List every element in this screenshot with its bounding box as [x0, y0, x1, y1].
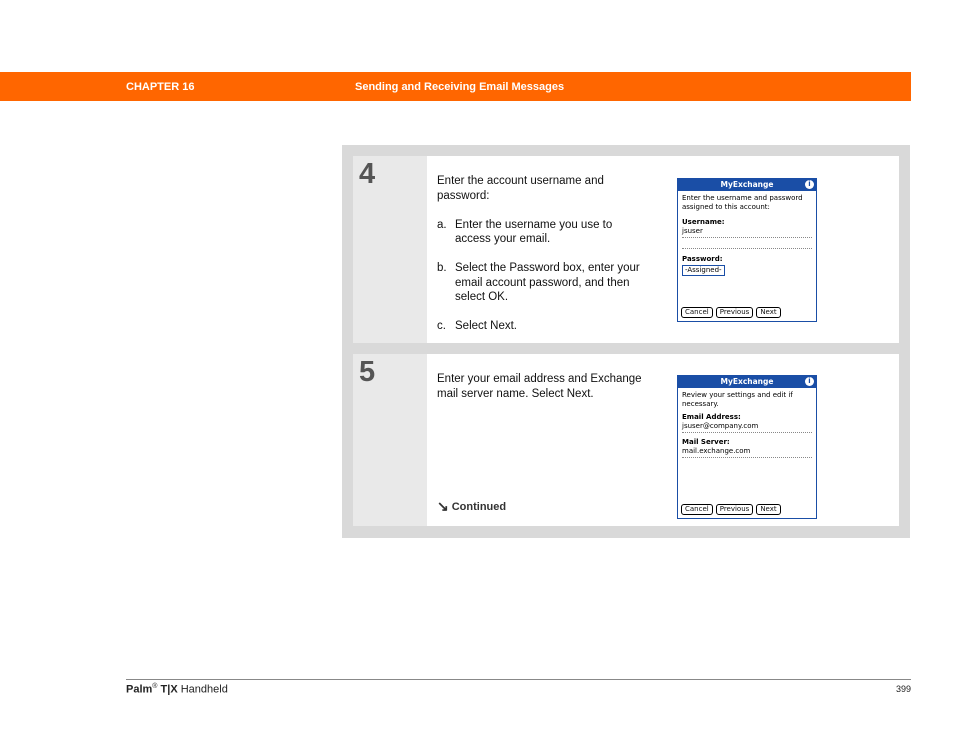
list-item: a. Enter the username you use to access your email.: [437, 218, 613, 245]
cancel-button[interactable]: Cancel: [681, 504, 713, 515]
step-5: [353, 354, 899, 526]
step-instructions: [437, 372, 642, 416]
previous-button[interactable]: Previous: [716, 504, 754, 515]
device-prompt: Enter the username and password assigned to this account:: [682, 194, 803, 211]
step-4: [353, 156, 899, 343]
step-intro: Enter the account username and password:: [437, 175, 604, 202]
email-address-label: Email Address:: [682, 413, 741, 421]
chapter-number: CHAPTER 16: [126, 81, 195, 93]
username-label: Username:: [682, 218, 725, 226]
page-number: 399: [895, 684, 911, 694]
step-instructions: [437, 174, 642, 348]
device-prompt: Review your settings and edit if necessary.: [682, 391, 793, 408]
email-address-field[interactable]: jsuser@company.com: [682, 422, 812, 433]
username-field[interactable]: jsuser: [682, 227, 812, 238]
arrow-down-right-icon: ↘: [437, 498, 449, 514]
password-label: Password:: [682, 255, 723, 263]
device-screenshot: [677, 178, 817, 322]
device-screenshot: [677, 375, 817, 519]
chapter-header-bar: [0, 72, 911, 101]
step-number: 5: [359, 356, 376, 388]
mail-server-label: Mail Server:: [682, 438, 730, 446]
mail-server-field[interactable]: mail.exchange.com: [682, 447, 812, 458]
device-title-bar: MyExchange i: [678, 376, 816, 388]
password-box[interactable]: -Assigned-: [682, 265, 725, 276]
info-icon[interactable]: i: [805, 377, 814, 386]
footer-divider: [126, 679, 911, 680]
continued-link[interactable]: ↘ Continued: [437, 498, 507, 514]
list-item: c. Select Next.: [437, 320, 517, 332]
chapter-title: Sending and Receiving Email Messages: [355, 81, 565, 93]
info-icon[interactable]: i: [805, 180, 814, 189]
footer-product: Palm® T|X Handheld: [126, 683, 228, 696]
step-number: 4: [359, 158, 376, 190]
steps-panel: [342, 145, 910, 538]
username-field-line: [682, 238, 812, 249]
list-item: b. Select the Password box, enter your email account password, and then select OK.: [437, 262, 640, 303]
step-intro: Enter your email address and Exchange mail server name. Select Next.: [437, 373, 642, 400]
device-title-bar: MyExchange i: [678, 179, 816, 191]
next-button[interactable]: Next: [756, 307, 780, 318]
previous-button[interactable]: Previous: [716, 307, 754, 318]
cancel-button[interactable]: Cancel: [681, 307, 713, 318]
next-button[interactable]: Next: [756, 504, 780, 515]
